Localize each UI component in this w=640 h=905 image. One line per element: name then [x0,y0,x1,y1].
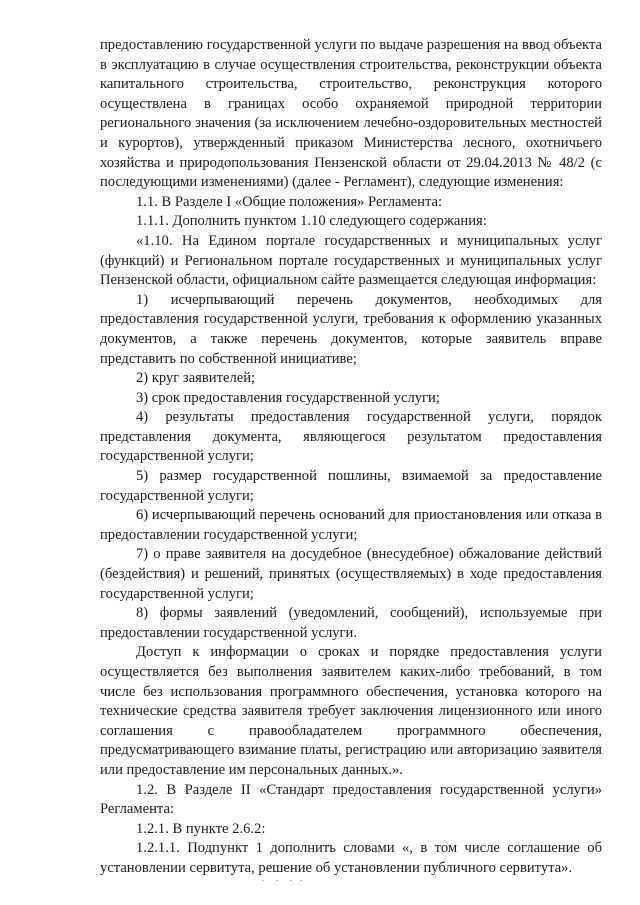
scan-speck [300,880,302,881]
list-item-5: 5) размер государственной пошлины, взимаемой за предоставление государственной услуги; [100,468,602,504]
paragraph-access-info: Доступ к информации о сроках и порядке предоставления услуги осуществляется без выполнения заявителем каких-либо требований, в том числе без использования программного обеспечения, установка которого на технические средства заявителя требует заключения лицензионного или иного соглашения с правообладателем программного обеспечения, предусматривающего взимание платы, регистрацию или авторизацию заявителя или предоставление им персональных данных.». [100,644,602,778]
list-item-2: 2) круг заявителей; [136,370,256,387]
list-item-4: 4) результаты предоставления государственной услуги, порядок представления документа, являющегося результатом предоставления государственной услуги; [100,409,602,465]
paragraph-item-1-2-1-1: 1.2.1.1. Подпункт 1 дополнить словами «, в том числе соглашение об установлении сервитута, решение об установлении публичного сервитута». [100,840,602,876]
list-item-3: 3) срок предоставления государственной услуги; [136,389,440,406]
paragraph-item-1-1-1: 1.1.1. Дополнить пунктом 1.10 следующего содержания: [136,213,487,230]
list-item-7: 7) о праве заявителя на досудебное (внесудебное) обжалование действий (бездействия) и решений, принятых (осуществляемых) в ходе предоставления государственной услуги; [100,546,602,602]
scan-speck [290,880,292,881]
paragraph-section-1-2: 1.2. В Разделе II «Стандарт предоставления государственной услуги» Регламента: [100,781,602,818]
scan-speck [262,880,264,881]
scan-speck [276,880,278,881]
paragraph-point-1-10: «1.10. На Едином портале государственных и муниципальных услуг (функций) и Региональном портале государственных и муниципальных услуг Пензенской области, официальном сайте размещается следующая информация: [100,232,602,289]
paragraph-preamble: предоставлению государственной услуги по выдаче разрешения на ввод объекта в эксплуатацию в случае осуществления строительства, реконструкции объекта капитального строительства, строительство, реконструкция которого осуществлена в границах особо охраняемой природной территории регионального значения (за исключением лечебно-оздоровительных местностей и курортов), утвержденный приказом Министерства лесного, охотничьего хозяйства и природопользования Пензенской области от 29.04.2013 № 48/2 (с последующими изменениями) (далее - Регламент), следующие изменения: [100,37,602,191]
paragraph-section-1-1: 1.1. В Разделе I «Общие положения» Регламента: [136,193,443,210]
list-item-1: 1) исчерпывающий перечень документов, необходимых для предоставления государственной услуги, требования к оформлению указанных документов, а также перечень документов, которые заявитель вправе представить по собственной инициативе; [100,291,602,367]
list-item-6: 6) исчерпывающий перечень оснований для приостановления или отказа в предоставлении государственной услуги; [100,507,602,543]
paragraph-item-1-2-1: 1.2.1. В пункте 2.6.2: [136,820,266,837]
list-item-8: 8) формы заявлений (уведомлений, сообщений), используемые при предоставлении государственной услуги. [100,605,602,641]
